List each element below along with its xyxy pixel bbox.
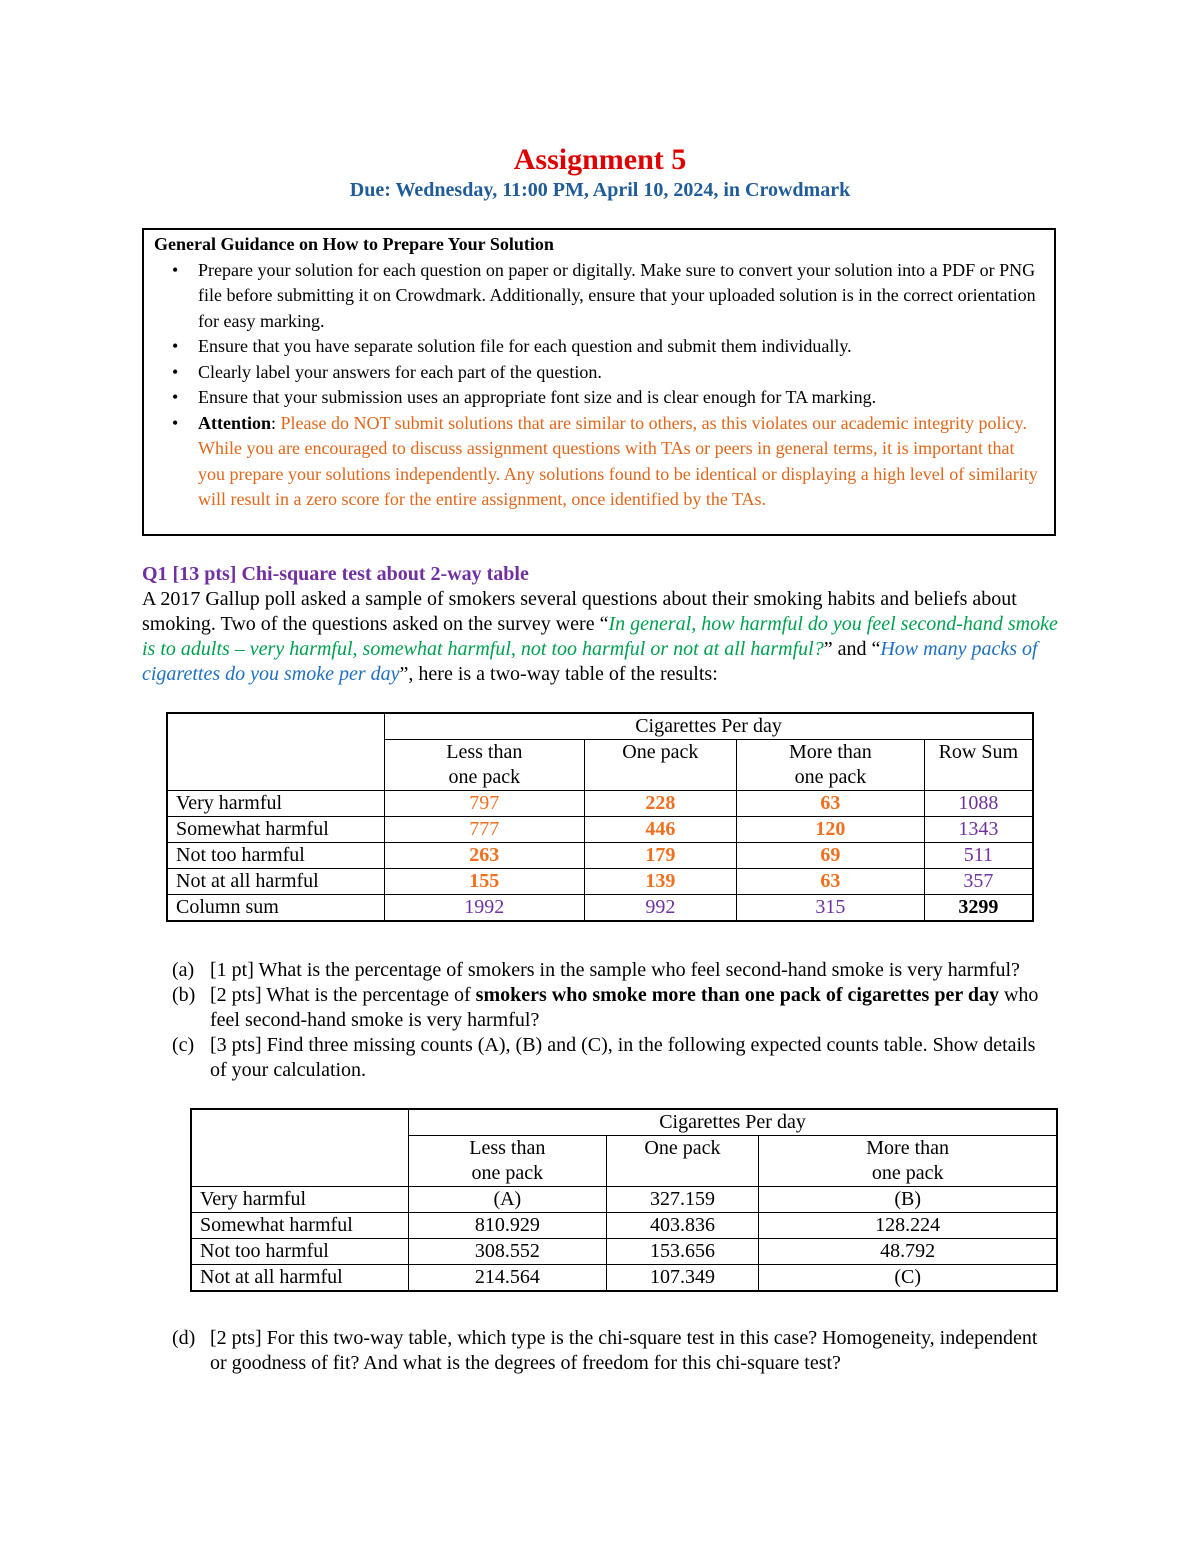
bullet-icon: • [172,387,179,407]
intro-text: A 2017 Gallup poll asked a sample of smokers several questions about their smoking habits and beliefs about smoking. Two of the questions asked on the survey were “ [142,588,1017,635]
attention-colon: : [271,412,277,433]
expected-counts-table [190,1108,1058,1292]
column-header-line: Less than [469,1137,546,1159]
table-row [167,843,1033,869]
table-corner [191,1109,409,1187]
table-cell: 777 [385,817,584,843]
row-sum: 357 [924,869,1033,895]
table-cell: 120 [737,817,925,843]
part-text: who feel second-hand smoke is very harmful? [210,984,1039,1031]
group-header: Cigarettes Per day [385,713,1033,740]
guidance-box [142,228,1056,536]
table-corner [167,713,385,791]
part-label: (d) [172,1327,196,1349]
part-text: [2 pts] For this two-way table, which type is the chi-square test in this case? Homogeneity, independent or goodness of fit? And what is the degrees of freedom for this chi-square test? [210,1327,1038,1374]
part-label: (c) [172,1034,195,1056]
bullet-icon: • [172,361,179,382]
table-cell: 228 [584,791,737,817]
column-header [737,740,925,791]
table-cell: 153.656 [606,1239,759,1265]
table-row [191,1239,1057,1265]
question-1-title: Q1 [13 pts] Chi-square test about 2-way table [142,563,529,585]
attention-label: Attention [198,412,271,433]
table-cell: 69 [737,843,925,869]
table-row [191,1187,1057,1213]
table-cell: 128.224 [759,1213,1057,1239]
table-cell: 263 [385,843,584,869]
question-part-d [172,1326,1052,1376]
column-header [409,1136,607,1187]
guidance-item [172,258,1044,335]
guidance-item [172,385,1044,411]
part-text: [3 pts] Find three missing counts (A), (B) and (C), in the following expected counts table. Show details of your calculation. [210,1034,1036,1081]
part-text: [1 pt] What is the percentage of smokers in the sample who feel second-hand smoke is very harmful? [210,959,1020,981]
table-cell: 214.564 [409,1265,607,1292]
part-d [172,1326,1052,1376]
column-header-line: More than [866,1137,950,1159]
column-header: One pack [584,740,737,791]
row-label: Very harmful [167,791,385,817]
bullet-icon: • [172,336,179,356]
table-cell: 155 [385,869,584,895]
guidance-item-text: Ensure that your submission uses an appropriate font size and is clear enough for TA marking. [198,387,877,407]
table-cell: 446 [584,817,737,843]
row-label: Somewhat harmful [191,1213,409,1239]
row-label: Not at all harmful [167,869,385,895]
part-a [172,958,1052,983]
table-cell: 48.792 [759,1239,1057,1265]
question-1 [142,562,1062,687]
row-label: Somewhat harmful [167,817,385,843]
attention-text: Please do NOT submit solutions that are similar to others, as this violates our academic integrity policy. While you are encouraged to discuss assignment questions with TAs or peers in general terms, it is important that you prepare your solutions independently. Any solutions found to be identical or displaying a high level of similarity will result in a zero score for the entire assignment, once identified by the TAs. [198,412,1038,509]
due-date: Due: Wednesday, 11:00 PM, April 10, 2024, in Crowdmark [349,179,851,201]
column-header: One pack [606,1136,759,1187]
table-row [191,1213,1057,1239]
column-sum: 1992 [385,895,584,922]
table-cell: 139 [584,869,737,895]
row-label: Column sum [167,895,385,922]
table-cell: 63 [737,869,925,895]
part-text: [2 pts] What is the percentage of [210,984,476,1006]
table-cell: 403.836 [606,1213,759,1239]
table-row [167,869,1033,895]
question-parts-abc [172,958,1052,1083]
column-header [759,1136,1057,1187]
row-label: Not at all harmful [191,1265,409,1292]
part-b [172,983,1052,1033]
assignment-title: Assignment 5 [513,143,687,176]
table-row-column-sum [167,895,1033,922]
survey-question-2: How many packs of cigarettes do you smoke per day [142,638,1038,685]
question-1-intro [142,587,1062,687]
table-cell: 179 [584,843,737,869]
part-c [172,1033,1052,1083]
guidance-list [154,258,1044,513]
table-row [167,817,1033,843]
table-cell: (A) [409,1187,607,1213]
column-header: Row Sum [924,740,1033,791]
table-cell: 797 [385,791,584,817]
table-cell: (C) [759,1265,1057,1292]
column-sum: 315 [737,895,925,922]
column-header-line: one pack [471,1162,544,1184]
table-cell: (B) [759,1187,1057,1213]
column-header [385,740,584,791]
part-label: (b) [172,984,196,1006]
table-cell: 63 [737,791,925,817]
grand-total: 3299 [924,895,1033,922]
guidance-item-attention [172,411,1044,513]
bullet-icon: • [172,259,179,280]
intro-text: ”, here is a two-way table of the results: [399,663,718,685]
table-cell: 327.159 [606,1187,759,1213]
survey-question-1: In general, how harmful do you feel second-hand smoke is to adults – very harmful, somewhat harmful, not too harmful or not at all harmful? [142,613,1058,660]
part-label: (a) [172,959,195,981]
column-header-line: Less than [446,741,523,763]
table-cell: 107.349 [606,1265,759,1292]
table-cell: 308.552 [409,1239,607,1265]
row-label: Very harmful [191,1187,409,1213]
table-row [191,1265,1057,1292]
table-cell: 810.929 [409,1213,607,1239]
guidance-item [172,360,1044,386]
table-row [167,791,1033,817]
column-header-line: one pack [871,1162,944,1184]
guidance-item-text: Clearly label your answers for each part of the question. [198,361,602,382]
row-sum: 511 [924,843,1033,869]
guidance-item-text: Prepare your solution for each question on paper or digitally. Make sure to convert your solution into a PDF or PNG file before submitting it on Crowdmark. Additionally, ensure that your uploaded solution is in the correct orientation for easy marking. [198,259,1036,331]
row-sum: 1343 [924,817,1033,843]
bullet-icon: • [172,412,179,433]
two-way-table [166,712,1034,922]
column-header-line: one pack [794,766,867,788]
column-sum: 992 [584,895,737,922]
group-header: Cigarettes Per day [409,1109,1057,1136]
part-text-bold: smokers who smoke more than one pack of cigarettes per day [475,984,999,1006]
guidance-item-text: Ensure that you have separate solution file for each question and submit them individually. [198,336,852,356]
column-header-line: More than [789,741,872,763]
guidance-item [172,334,1044,360]
row-sum: 1088 [924,791,1033,817]
row-label: Not too harmful [191,1239,409,1265]
row-label: Not too harmful [167,843,385,869]
intro-text: ” and “ [823,638,881,660]
guidance-heading: General Guidance on How to Prepare Your Solution [154,234,554,254]
column-header-line: one pack [448,766,521,788]
